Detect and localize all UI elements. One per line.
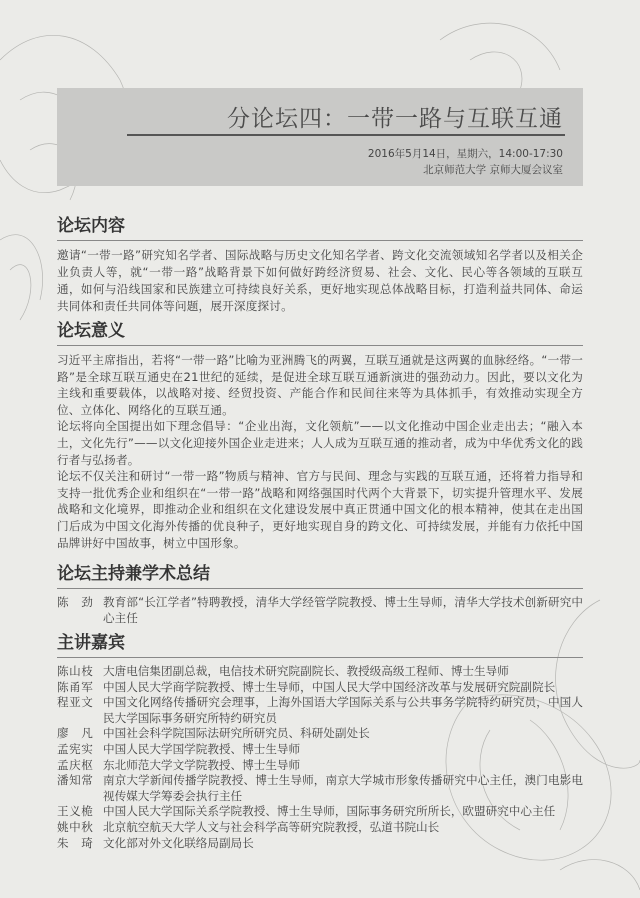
section-speakers	[57, 631, 583, 851]
event-venue: 北京师范大学 京师大厦会议室	[423, 164, 563, 176]
person-row	[57, 595, 583, 626]
person-row	[57, 695, 583, 726]
person-name: 潘知常	[57, 773, 94, 788]
person-title: 东北师范大学文学院教授、博士生导师	[103, 757, 301, 772]
event-meta	[368, 146, 563, 178]
header-band	[57, 88, 583, 186]
person-row	[57, 742, 583, 758]
person-row	[57, 820, 583, 836]
person-title: 文化部对外文化联络局副局长	[103, 835, 254, 850]
person-name: 陈山枝	[57, 664, 94, 678]
section-heading: 论坛主持兼学术总结	[57, 562, 583, 589]
person-title: 大唐电信集团副总裁，电信技术研究院副院长、教授级高级工程师、博士生导师	[103, 664, 509, 678]
paragraph: 论坛不仅关注和研讨“一带一路”物质与精神、官方与民间、理念与实践的互联互通，还将着力指导和支持一批优秀企业和组织在“一带一路”战略和网络强国时代两个大背景下，切实提升管理水平、发展战略和文化境界，即推动企业和组织在文化建设发展中真正贯通中国文化的根本精神，使其在走出国门后成为中国文化海外传播的优良种子，更好地实现自身的跨文化、可持续发展，并能有力依托中国品牌讲好中国故事，树立中国形象。	[57, 469, 583, 550]
person-title: 中国文化网络传播研究会理事，上海外国语大学国际关系与公共事务学院特约研究员，中国人民大学国际事务研究所特约研究员	[103, 695, 583, 725]
person-row	[57, 773, 583, 804]
paragraph: 习近平主席指出，若将“一带一路”比喻为亚洲腾飞的两翼，互联互通就是这两翼的血脉经络。“一带一路”是全球互联互通史在21世纪的延续，是促进全球互联互通新演进的强劲动力。因此，要以文化为主线和重要载体，以战略对接、经贸投资、产能合作和民间往来等为具体抓手，有效推动实现全方位、立体化、网络化的互联互通。	[57, 353, 583, 417]
section-heading: 论坛意义	[57, 319, 583, 346]
person-name: 孟庆枢	[57, 757, 94, 772]
person-name: 朱 琦	[57, 835, 94, 850]
person-title: 中国社会科学院国际法研究所研究员、科研处副处长	[103, 726, 370, 741]
section-heading: 论坛内容	[57, 214, 583, 241]
person-row	[57, 664, 583, 680]
person-title: 教育部“长江学者”特聘教授，清华大学经管学院教授、博士生导师，清华大学技术创新研究中心主任	[103, 595, 583, 625]
section-content	[57, 214, 583, 315]
person-row	[57, 758, 583, 774]
person-title: 南京大学新闻传播学院教授、博士生导师，南京大学城市形象传播研究中心主任，澳门电影电视传媒大学筹委会执行主任	[103, 773, 583, 803]
title-divider	[127, 134, 565, 136]
person-name: 王义桅	[57, 804, 94, 819]
person-title: 中国人民大学商学院教授、博士生导师，中国人民大学中国经济改革与发展研究院副院长	[103, 679, 556, 694]
person-title: 中国人民大学国学院教授、博士生导师	[103, 741, 301, 756]
person-row	[57, 726, 583, 742]
person-title: 中国人民大学国际关系学院教授、博士生导师，国际事务研究所所长，欧盟研究中心主任	[103, 804, 556, 819]
person-row	[57, 836, 583, 852]
paragraph: 邀请“一带一路”研究知名学者、国际战略与历史文化知名学者、跨文化交流领域知名学者以及相关企业负责人等，就“一带一路”战略背景下如何做好跨经济贸易、社会、文化、民心等各领域的互联互通，如何与沿线国家和民族建立可持续良好关系，更好地实现总体战略目标，打造利益共同体、命运共同体和责任共同体等问题，展开深度探讨。	[57, 248, 583, 313]
person-title: 北京航空航天大学人文与社会科学高等研究院教授，弘道书院山长	[103, 819, 440, 834]
paragraph: 论坛将向全国提出如下理念倡导：“企业出海，文化领航”——以文化推动中国企业走出去；“融入本土，文化先行”——以文化迎接外国企业走进来；人人成为互联互通的推动者，成为中华优秀文化的践行者与弘扬者。	[57, 419, 583, 467]
person-name: 姚中秋	[57, 819, 94, 834]
page-title: 分论坛四：一带一路与互联互通	[227, 106, 563, 132]
person-name: 廖 凡	[57, 726, 94, 741]
section-host	[57, 562, 583, 626]
person-name: 陈 劲	[57, 595, 94, 609]
person-name: 陈甬军	[57, 679, 94, 694]
event-date: 2016年5月14日，星期六，14:00-17:30	[367, 148, 563, 160]
person-name: 程亚文	[57, 695, 94, 710]
person-row	[57, 680, 583, 696]
section-significance	[57, 319, 583, 551]
section-heading: 主讲嘉宾	[57, 631, 583, 658]
person-name: 孟宪实	[57, 741, 94, 756]
person-row	[57, 804, 583, 820]
